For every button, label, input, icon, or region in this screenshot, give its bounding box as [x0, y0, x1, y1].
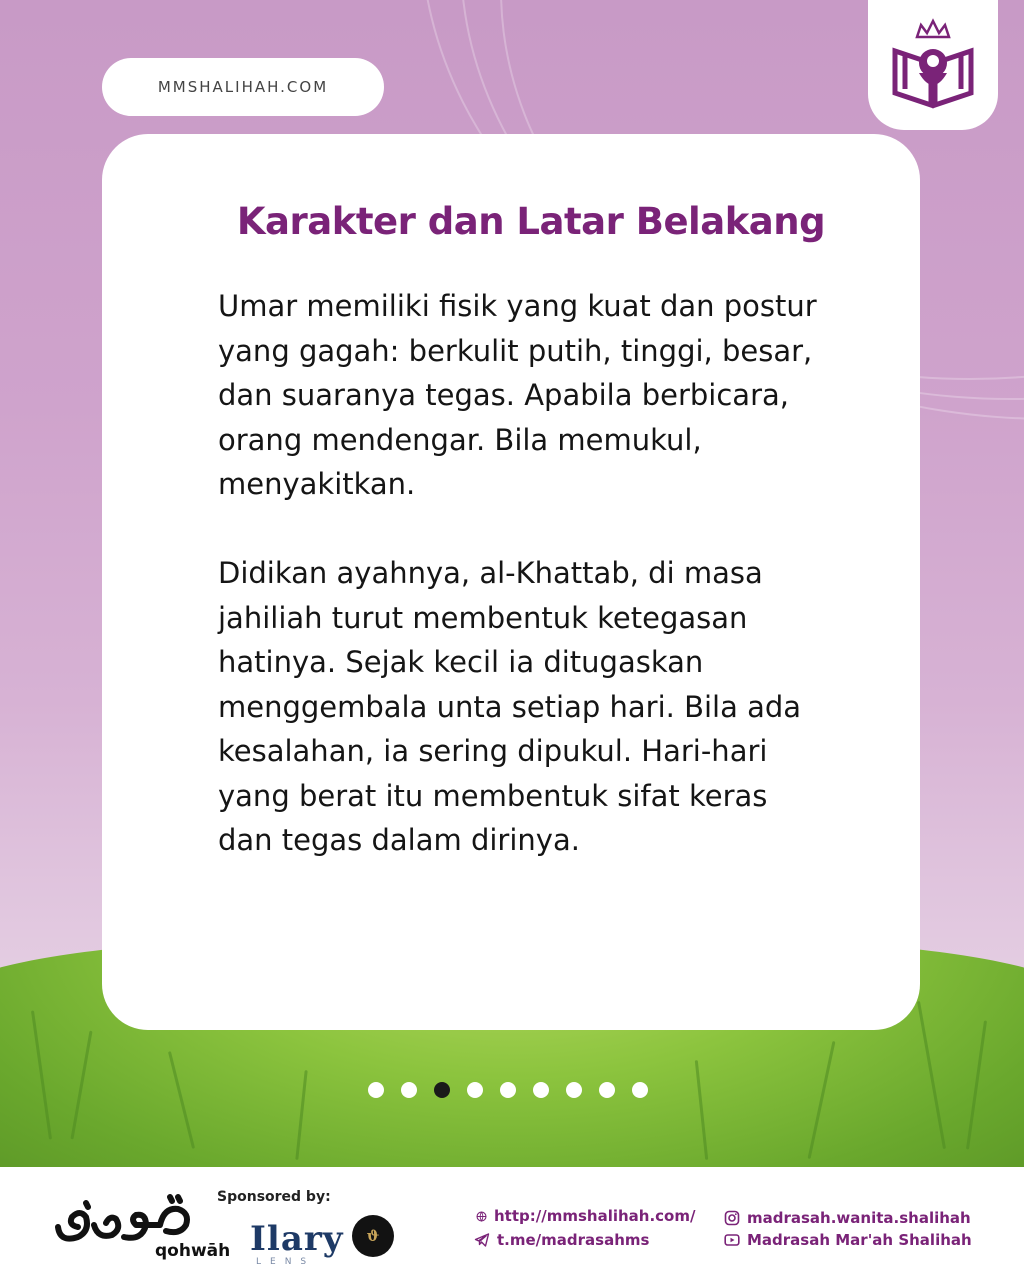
site-url-pill[interactable]: [102, 58, 384, 116]
footer: [0, 1167, 1024, 1280]
pagination-dot[interactable]: [533, 1082, 549, 1098]
sponsor-ilary-logo: Ilary: [250, 1219, 344, 1259]
card-body: [218, 284, 818, 907]
pagination-dot[interactable]: [401, 1082, 417, 1098]
pagination-dot[interactable]: [368, 1082, 384, 1098]
website-link[interactable]: [476, 1207, 695, 1225]
telegram-handle: t.me/madrasahms: [497, 1231, 650, 1249]
youtube-channel: Madrasah Mar'ah Shalihah: [747, 1231, 972, 1249]
paragraph: Umar memiliki fisik yang kuat dan postur yang gagah: berkulit putih, tinggi, besar, dan suaranya tegas. Apabila berbicara, orang mendengar. Bila memukul, menyakitkan.: [218, 289, 817, 501]
paragraph: Didikan ayahnya, al-Khattab, di masa jahiliah turut membentuk ketegasan hatinya. Sejak kecil ia ditugaskan menggembala unta setiap hari. Bila ada kesalahan, ia sering dipukul. Hari-hari yang berat itu membentuk sifat keras dan tegas dalam dirinya.: [218, 556, 802, 857]
pagination-dot[interactable]: [566, 1082, 582, 1098]
qohwah-calligraphy-logo: [50, 1187, 200, 1249]
pagination-dot[interactable]: [599, 1082, 615, 1098]
card-title: Karakter dan Latar Belakang: [236, 200, 826, 243]
globe-icon: [476, 1211, 487, 1222]
pagination-dot[interactable]: [500, 1082, 516, 1098]
youtube-icon: [724, 1232, 740, 1248]
pagination-dot-active[interactable]: [434, 1082, 450, 1098]
pagination-dots: [368, 1082, 648, 1098]
brand-logo: [868, 0, 998, 130]
site-url-label: MMSHALIHAH.COM: [157, 78, 329, 96]
telegram-link[interactable]: [474, 1231, 649, 1249]
instagram-handle: madrasah.wanita.shalihah: [747, 1209, 971, 1227]
pagination-dot[interactable]: [467, 1082, 483, 1098]
website-url: http://mmshalihah.com/: [494, 1207, 696, 1225]
logo-crown-book-icon: [881, 17, 985, 113]
sponsored-label: Sponsored by:: [217, 1189, 331, 1205]
sponsor-badge-logo: [352, 1215, 394, 1257]
content-card: [102, 134, 920, 1030]
pagination-dot[interactable]: [632, 1082, 648, 1098]
sponsor-ilary-sub: LENS: [256, 1257, 316, 1267]
telegram-icon: [474, 1232, 490, 1248]
instagram-link[interactable]: [724, 1209, 971, 1227]
instagram-icon: [724, 1210, 740, 1226]
youtube-link[interactable]: [724, 1231, 972, 1249]
qohwah-brand-name: qohwāh: [155, 1241, 231, 1261]
sponsor-badge-mark: ϑ: [366, 1227, 380, 1245]
